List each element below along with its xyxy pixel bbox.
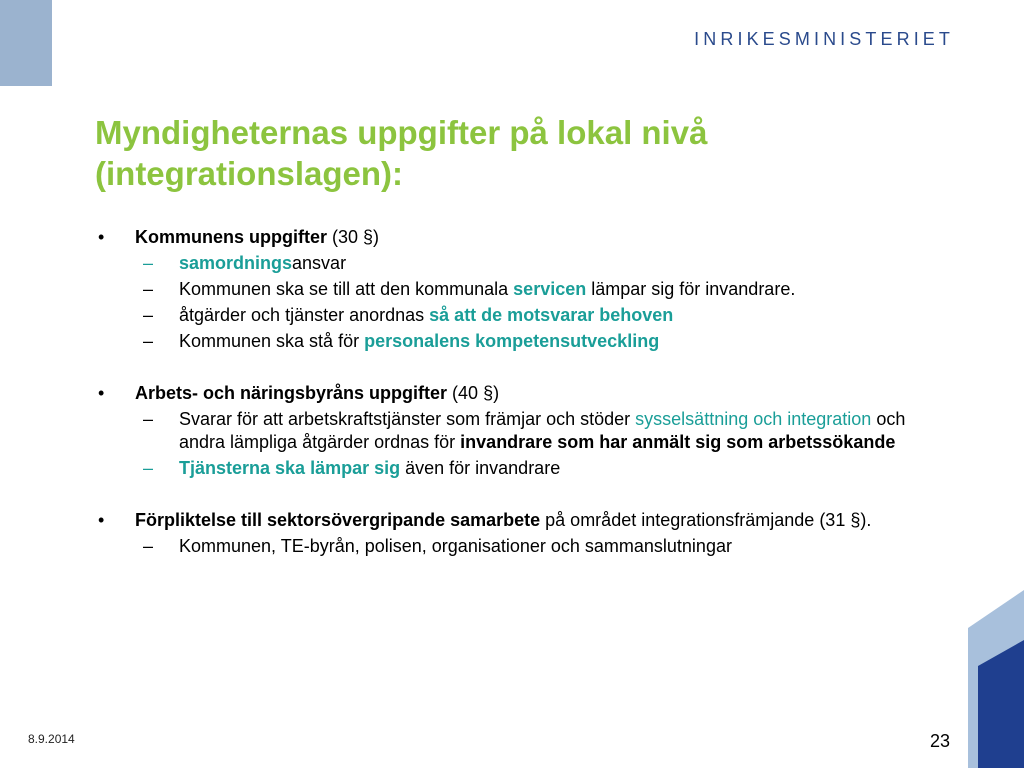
bullet-heading-ref: på området integrationsfrämjande (31 §). <box>540 510 872 530</box>
title-line-1: Myndigheternas uppgifter på lokal nivå <box>95 114 708 151</box>
sub-text: Kommunen ska se till att den kommunala <box>179 279 514 299</box>
sub-text: lämpar sig för invandrare. <box>586 279 796 299</box>
sub-text: åtgärder och tjänster anordnas <box>179 305 430 325</box>
dash-icon: – <box>143 409 154 429</box>
bold-text: invandrare som har anmält sig som arbetssökande <box>460 432 896 452</box>
highlight-text: personalens kompetensutveckling <box>364 331 660 351</box>
sub-text: och andra lämpliga åtgärder ordnas för <box>179 409 906 452</box>
sub-text: ansvar <box>292 253 347 273</box>
title-line-2: (integrationslagen): <box>95 155 404 192</box>
dash-icon: – <box>143 536 154 556</box>
bullet-icon: • <box>98 510 105 530</box>
highlight-text: sysselsättning och integration <box>635 409 872 429</box>
dash-icon: – <box>143 458 154 478</box>
bullet-icon: • <box>98 227 105 247</box>
highlight-text: så att de motsvarar behoven <box>429 305 674 325</box>
dash-icon: – <box>143 279 154 299</box>
dash-icon: – <box>143 331 154 351</box>
bullet-heading-ref: (40 §) <box>447 383 500 403</box>
dash-icon: – <box>143 253 154 273</box>
sub-text: även för invandrare <box>400 458 561 478</box>
bullet-heading-ref: (30 §) <box>327 227 380 247</box>
page-number: 23 <box>930 731 951 751</box>
highlight-text: servicen <box>513 279 587 299</box>
highlight-text: samordnings <box>179 253 293 273</box>
bullet-heading: Förpliktelse till sektorsövergripande samarbete <box>135 510 541 530</box>
sub-text: Svarar för att arbetskraftstjänster som främjar och stöder <box>179 409 636 429</box>
sub-text: Kommunen, TE-byrån, polisen, organisationer och sammanslutningar <box>179 536 732 556</box>
dash-icon: – <box>143 305 154 325</box>
bullet-heading: Kommunens uppgifter <box>135 227 327 247</box>
ministry-logo-text: INRIKESMINISTERIET <box>694 29 954 49</box>
bullet-icon: • <box>98 383 105 403</box>
footer-date: 8.9.2014 <box>28 732 75 746</box>
bullet-heading: Arbets- och näringsbyråns uppgifter <box>135 383 448 403</box>
highlight-text: Tjänsterna ska lämpar sig <box>179 458 401 478</box>
sub-text: Kommunen ska stå för <box>179 331 365 351</box>
